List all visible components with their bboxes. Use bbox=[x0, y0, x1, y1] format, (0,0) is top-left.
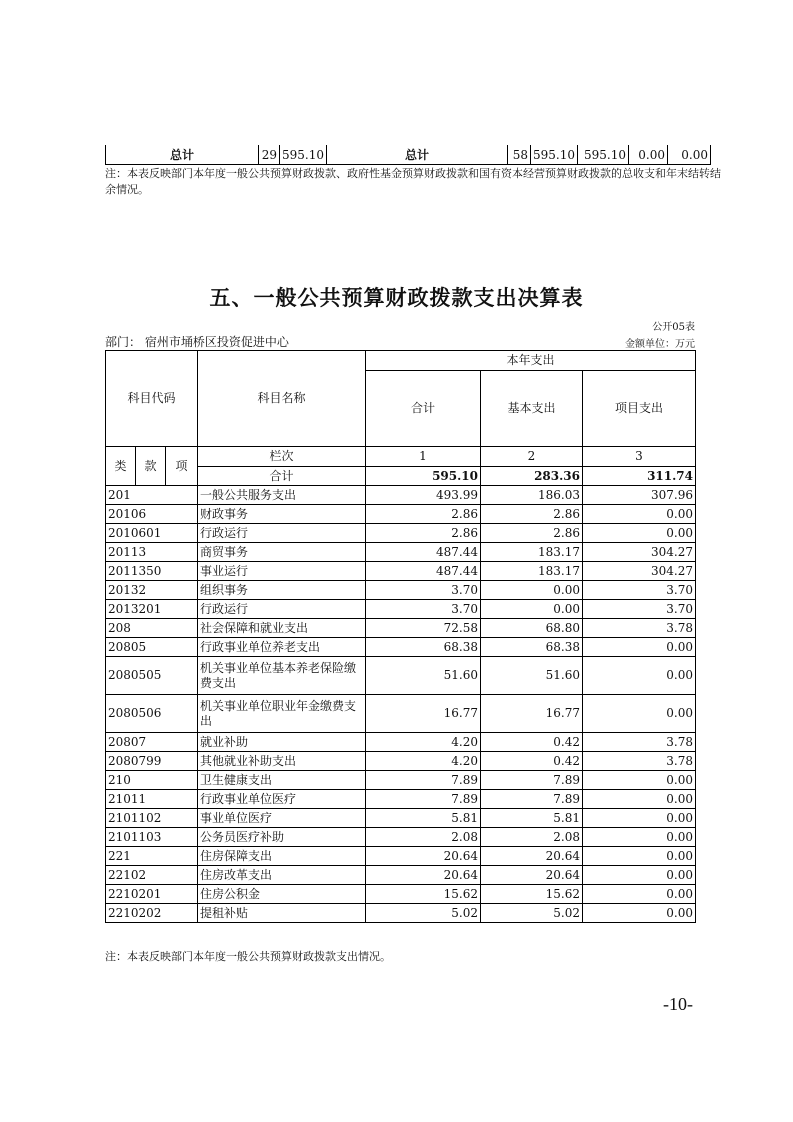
row-code: 20106 bbox=[106, 505, 198, 524]
row-code: 201 bbox=[106, 486, 198, 505]
row-code: 22102 bbox=[106, 866, 198, 885]
row-project: 3.78 bbox=[583, 733, 696, 752]
row-project: 0.00 bbox=[583, 885, 696, 904]
table-row bbox=[106, 866, 696, 885]
row-code: 2210201 bbox=[106, 885, 198, 904]
lei-header: 类 bbox=[106, 447, 136, 486]
row-name: 就业补助 bbox=[198, 733, 366, 752]
table-row bbox=[106, 828, 696, 847]
row-basic: 68.80 bbox=[481, 619, 583, 638]
row-code: 2210202 bbox=[106, 904, 198, 923]
row-basic: 7.89 bbox=[481, 790, 583, 809]
sum-label: 合计 bbox=[198, 467, 366, 486]
row-project: 0.00 bbox=[583, 657, 696, 695]
unit-label: 金额单位：万元 bbox=[625, 339, 695, 350]
row-name: 行政事业单位养老支出 bbox=[198, 638, 366, 657]
row-basic: 0.42 bbox=[481, 733, 583, 752]
row-project: 3.78 bbox=[583, 752, 696, 771]
row-code: 20132 bbox=[106, 581, 198, 600]
row-total: 2.86 bbox=[366, 505, 481, 524]
row-name: 财政事务 bbox=[198, 505, 366, 524]
column-number-1: 1 bbox=[366, 447, 481, 467]
column-label: 栏次 bbox=[198, 447, 366, 467]
table-row bbox=[106, 771, 696, 790]
table-row bbox=[106, 733, 696, 752]
table-row bbox=[106, 619, 696, 638]
sum-basic: 283.36 bbox=[481, 467, 583, 486]
row-name: 商贸事务 bbox=[198, 543, 366, 562]
row-project: 0.00 bbox=[583, 790, 696, 809]
row-code: 2101103 bbox=[106, 828, 198, 847]
row-project: 0.00 bbox=[583, 695, 696, 733]
row-code: 2080799 bbox=[106, 752, 198, 771]
row-basic: 0.42 bbox=[481, 752, 583, 771]
table-row bbox=[106, 752, 696, 771]
column-number-2: 2 bbox=[481, 447, 583, 467]
page-title: 五、一般公共预算财政拨款支出决算表 bbox=[209, 286, 584, 310]
row-code: 2013201 bbox=[106, 600, 198, 619]
row-basic: 51.60 bbox=[481, 657, 583, 695]
kuan-header: 款 bbox=[136, 447, 166, 486]
page-number: -10- bbox=[663, 994, 693, 1014]
name-column-header: 科目名称 bbox=[198, 351, 366, 447]
row-code: 20807 bbox=[106, 733, 198, 752]
row-code: 221 bbox=[106, 847, 198, 866]
row-code: 21011 bbox=[106, 790, 198, 809]
form-code: 公开05表 bbox=[652, 322, 695, 333]
right-value-1: 595.10 bbox=[531, 145, 578, 165]
table-row bbox=[106, 790, 696, 809]
row-total: 4.20 bbox=[366, 752, 481, 771]
row-basic: 7.89 bbox=[481, 771, 583, 790]
row-basic: 2.86 bbox=[481, 505, 583, 524]
row-project: 0.00 bbox=[583, 771, 696, 790]
table-row bbox=[106, 562, 696, 581]
row-project: 304.27 bbox=[583, 562, 696, 581]
row-basic: 2.86 bbox=[481, 524, 583, 543]
row-total: 5.02 bbox=[366, 904, 481, 923]
row-code: 2080506 bbox=[106, 695, 198, 733]
row-total: 487.44 bbox=[366, 562, 481, 581]
row-total: 68.38 bbox=[366, 638, 481, 657]
row-name: 其他就业补助支出 bbox=[198, 752, 366, 771]
table-row bbox=[106, 695, 696, 733]
right-value-3: 0.00 bbox=[629, 145, 668, 165]
row-total: 2.08 bbox=[366, 828, 481, 847]
basic-column-header: 基本支出 bbox=[481, 371, 583, 447]
row-code: 2011350 bbox=[106, 562, 198, 581]
row-project: 304.27 bbox=[583, 543, 696, 562]
code-column-header: 科目代码 bbox=[106, 351, 198, 447]
row-basic: 16.77 bbox=[481, 695, 583, 733]
row-name: 社会保障和就业支出 bbox=[198, 619, 366, 638]
row-project: 0.00 bbox=[583, 809, 696, 828]
summary-total-table bbox=[105, 145, 711, 165]
sum-total: 595.10 bbox=[366, 467, 481, 486]
row-total: 487.44 bbox=[366, 543, 481, 562]
row-code: 2101102 bbox=[106, 809, 198, 828]
table-row bbox=[106, 486, 696, 505]
row-total: 2.86 bbox=[366, 524, 481, 543]
right-value-4: 0.00 bbox=[668, 145, 711, 165]
row-code: 2010601 bbox=[106, 524, 198, 543]
row-name: 住房改革支出 bbox=[198, 866, 366, 885]
row-name: 卫生健康支出 bbox=[198, 771, 366, 790]
row-basic: 0.00 bbox=[481, 600, 583, 619]
table-row bbox=[106, 600, 696, 619]
row-total: 16.77 bbox=[366, 695, 481, 733]
row-code: 20805 bbox=[106, 638, 198, 657]
total-column-header: 合计 bbox=[366, 371, 481, 447]
row-basic: 2.08 bbox=[481, 828, 583, 847]
row-project: 0.00 bbox=[583, 866, 696, 885]
row-name: 事业运行 bbox=[198, 562, 366, 581]
row-total: 5.81 bbox=[366, 809, 481, 828]
row-total: 3.70 bbox=[366, 600, 481, 619]
top-note: 注：本表反映部门本年度一般公共预算财政拨款、政府性基金预算财政拨款和国有资本经营预算财政拨款的总收支和年末结转结余情况。 bbox=[105, 167, 721, 196]
row-total: 493.99 bbox=[366, 486, 481, 505]
row-code: 20113 bbox=[106, 543, 198, 562]
column-number-3: 3 bbox=[583, 447, 696, 467]
table-row bbox=[106, 885, 696, 904]
row-total: 7.89 bbox=[366, 771, 481, 790]
row-name: 一般公共服务支出 bbox=[198, 486, 366, 505]
row-name: 行政运行 bbox=[198, 600, 366, 619]
row-code: 208 bbox=[106, 619, 198, 638]
row-total: 72.58 bbox=[366, 619, 481, 638]
row-basic: 5.02 bbox=[481, 904, 583, 923]
table-row bbox=[106, 904, 696, 923]
row-project: 0.00 bbox=[583, 505, 696, 524]
row-total: 4.20 bbox=[366, 733, 481, 752]
row-project: 0.00 bbox=[583, 524, 696, 543]
table-row bbox=[106, 505, 696, 524]
row-name: 机关事业单位职业年金缴费支出 bbox=[198, 695, 366, 733]
row-basic: 5.81 bbox=[481, 809, 583, 828]
row-project: 3.70 bbox=[583, 581, 696, 600]
summary-total-row bbox=[106, 145, 711, 165]
row-project: 307.96 bbox=[583, 486, 696, 505]
row-total: 3.70 bbox=[366, 581, 481, 600]
row-name: 行政运行 bbox=[198, 524, 366, 543]
expenditure-table bbox=[105, 350, 696, 923]
right-value-2: 595.10 bbox=[578, 145, 629, 165]
left-total-value: 595.10 bbox=[280, 145, 327, 165]
header-row-1 bbox=[106, 351, 696, 371]
row-total: 7.89 bbox=[366, 790, 481, 809]
row-name: 住房公积金 bbox=[198, 885, 366, 904]
left-row-number: 29 bbox=[259, 145, 280, 165]
right-row-number: 58 bbox=[508, 145, 531, 165]
project-column-header: 项目支出 bbox=[583, 371, 696, 447]
row-name: 机关事业单位基本养老保险缴费支出 bbox=[198, 657, 366, 695]
row-total: 15.62 bbox=[366, 885, 481, 904]
row-name: 住房保障支出 bbox=[198, 847, 366, 866]
row-project: 0.00 bbox=[583, 847, 696, 866]
row-project: 0.00 bbox=[583, 638, 696, 657]
row-name: 事业单位医疗 bbox=[198, 809, 366, 828]
row-name: 公务员医疗补助 bbox=[198, 828, 366, 847]
row-name: 提租补贴 bbox=[198, 904, 366, 923]
table-row bbox=[106, 543, 696, 562]
row-basic: 0.00 bbox=[481, 581, 583, 600]
total-label-right: 总计 bbox=[327, 145, 508, 165]
row-total: 51.60 bbox=[366, 657, 481, 695]
row-name: 组织事务 bbox=[198, 581, 366, 600]
row-basic: 183.17 bbox=[481, 543, 583, 562]
table-row bbox=[106, 638, 696, 657]
table-row bbox=[106, 581, 696, 600]
table-row bbox=[106, 657, 696, 695]
xiang-header: 项 bbox=[166, 447, 198, 486]
row-project: 3.70 bbox=[583, 600, 696, 619]
department-label: 部门： 宿州市埇桥区投资促进中心 bbox=[105, 335, 289, 349]
row-project: 3.78 bbox=[583, 619, 696, 638]
row-basic: 15.62 bbox=[481, 885, 583, 904]
row-basic: 183.17 bbox=[481, 562, 583, 581]
bottom-note: 注：本表反映部门本年度一般公共预算财政拨款支出情况。 bbox=[105, 950, 391, 963]
table-row bbox=[106, 524, 696, 543]
row-project: 0.00 bbox=[583, 904, 696, 923]
table-row bbox=[106, 809, 696, 828]
row-basic: 186.03 bbox=[481, 486, 583, 505]
row-basic: 20.64 bbox=[481, 866, 583, 885]
row-project: 0.00 bbox=[583, 828, 696, 847]
column-number-row bbox=[106, 447, 696, 467]
row-code: 210 bbox=[106, 771, 198, 790]
row-total: 20.64 bbox=[366, 847, 481, 866]
row-basic: 68.38 bbox=[481, 638, 583, 657]
total-label-left: 总计 bbox=[106, 145, 259, 165]
row-total: 20.64 bbox=[366, 866, 481, 885]
table-row bbox=[106, 847, 696, 866]
sum-project: 311.74 bbox=[583, 467, 696, 486]
row-code: 2080505 bbox=[106, 657, 198, 695]
row-name: 行政事业单位医疗 bbox=[198, 790, 366, 809]
current-year-header: 本年支出 bbox=[366, 351, 696, 371]
row-basic: 20.64 bbox=[481, 847, 583, 866]
